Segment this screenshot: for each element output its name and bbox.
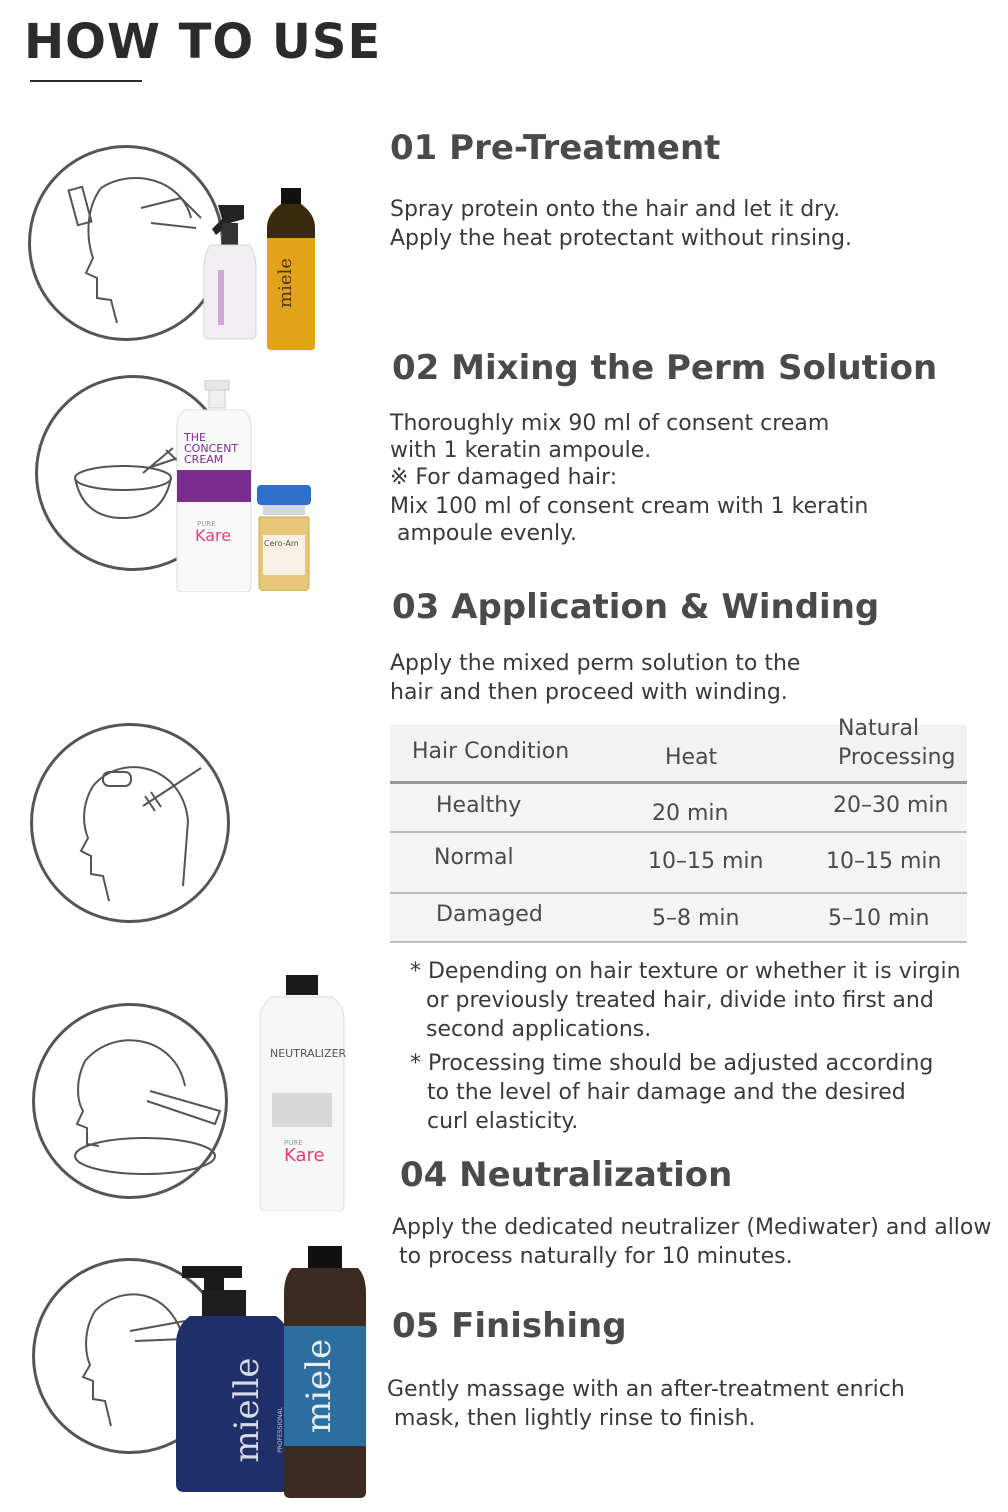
row-normal-natural: 10–15 min xyxy=(826,849,942,874)
note-1 xyxy=(410,957,961,1044)
row-healthy-condition: Healthy xyxy=(436,793,522,818)
step5-body xyxy=(387,1375,905,1433)
miele-blue-bottle xyxy=(282,1246,368,1498)
row-normal-condition: Normal xyxy=(434,845,514,870)
pre-treatment-illustration xyxy=(28,145,224,341)
ampoule-label: Cero-Am xyxy=(264,539,299,548)
step3-line2: hair and then proceed with winding. xyxy=(390,680,788,705)
row-healthy-natural: 20–30 min xyxy=(833,793,949,818)
note2-line3: curl elasticity. xyxy=(427,1109,579,1134)
table-row xyxy=(390,784,967,833)
processing-time-table xyxy=(390,716,967,945)
step2-line3: ※ For damaged hair: xyxy=(390,465,618,490)
winding-illustration xyxy=(30,723,230,923)
step4-line2: to process naturally for 10 minutes. xyxy=(392,1244,793,1269)
note-2 xyxy=(410,1049,933,1136)
pure-label: PURE xyxy=(197,520,216,528)
note1-line3: second applications. xyxy=(426,1017,652,1042)
row-normal-heat: 10–15 min xyxy=(648,849,764,874)
miele-gold-bottle xyxy=(265,188,317,350)
mielle-navy-pump-bottle xyxy=(172,1260,292,1492)
neutralizer-label: NEUTRALIZER xyxy=(270,1047,347,1060)
step1-title: 01 Pre-Treatment xyxy=(390,128,721,168)
step1-line1: Spray protein onto the hair and let it dry. xyxy=(390,197,841,222)
spray-head-icon xyxy=(31,148,221,338)
step5-title: 05 Finishing xyxy=(392,1306,627,1346)
concent-cream-label: THE CONCENT CREAM xyxy=(184,431,239,466)
step2-title: 02 Mixing the Perm Solution xyxy=(392,348,938,388)
step5-line1: Gently massage with an after-treatment enrich xyxy=(387,1377,905,1402)
kare-logo: Kare xyxy=(284,1145,325,1166)
neutralizer-bottle xyxy=(258,975,346,1211)
step3-line1: Apply the mixed perm solution to the xyxy=(390,651,801,676)
concent-cream-bottle xyxy=(175,380,253,592)
kare-logo: Kare xyxy=(195,526,232,545)
pure-label: PURE xyxy=(284,1139,303,1147)
header-hair-condition: Hair Condition xyxy=(412,739,570,764)
rinse-basin-icon xyxy=(35,1006,225,1196)
miele-logo-text: miele xyxy=(275,258,296,308)
step2-line4: Mix 100 ml of consent cream with 1 keratin xyxy=(390,494,869,519)
step5-line2: mask, then lightly rinse to finish. xyxy=(387,1406,756,1431)
page-title: HOW TO USE xyxy=(24,14,382,70)
row-damaged-heat: 5–8 min xyxy=(652,906,740,931)
note1-line1: * Depending on hair texture or whether it is virgin xyxy=(410,959,961,984)
step2-line5: ampoule evenly. xyxy=(390,521,577,546)
step3-body xyxy=(390,649,800,707)
winding-head-icon xyxy=(33,726,227,920)
table-header xyxy=(390,716,967,784)
note1-line2: or previously treated hair, divide into first and xyxy=(426,988,934,1013)
step1-line2: Apply the heat protectant without rinsing. xyxy=(390,226,852,251)
header-processing: Processing xyxy=(838,745,956,770)
note2-line1: * Processing time should be adjusted according xyxy=(410,1051,934,1076)
step1-body xyxy=(390,195,852,253)
svg-text:miele: miele xyxy=(299,1338,339,1434)
step2-line1: Thoroughly mix 90 ml of consent cream xyxy=(390,411,830,436)
step4-line1: Apply the dedicated neutralizer (Mediwater) and allow xyxy=(392,1215,992,1240)
table-row xyxy=(390,833,967,894)
step4-body xyxy=(392,1213,991,1271)
header-heat: Heat xyxy=(665,745,718,770)
step3-title: 03 Application & Winding xyxy=(392,587,880,627)
row-damaged-natural: 5–10 min xyxy=(828,906,930,931)
mielle-logo-text: mielle xyxy=(227,1357,267,1463)
step2-body xyxy=(390,410,868,547)
row-healthy-heat: 20 min xyxy=(652,801,729,826)
step4-title: 04 Neutralization xyxy=(400,1155,733,1195)
row-damaged-condition: Damaged xyxy=(436,902,543,927)
header-natural: Natural xyxy=(838,716,920,741)
step2-line2: with 1 keratin ampoule. xyxy=(390,438,652,463)
note2-line2: to the level of hair damage and the desired xyxy=(427,1080,906,1105)
neutralization-illustration xyxy=(32,1003,228,1199)
keratin-ampoule xyxy=(255,485,313,591)
table-row xyxy=(390,894,967,943)
title-underline xyxy=(30,80,142,82)
svg-text:PROFESSIONAL: PROFESSIONAL xyxy=(277,1407,284,1453)
spray-bottle xyxy=(200,205,260,340)
